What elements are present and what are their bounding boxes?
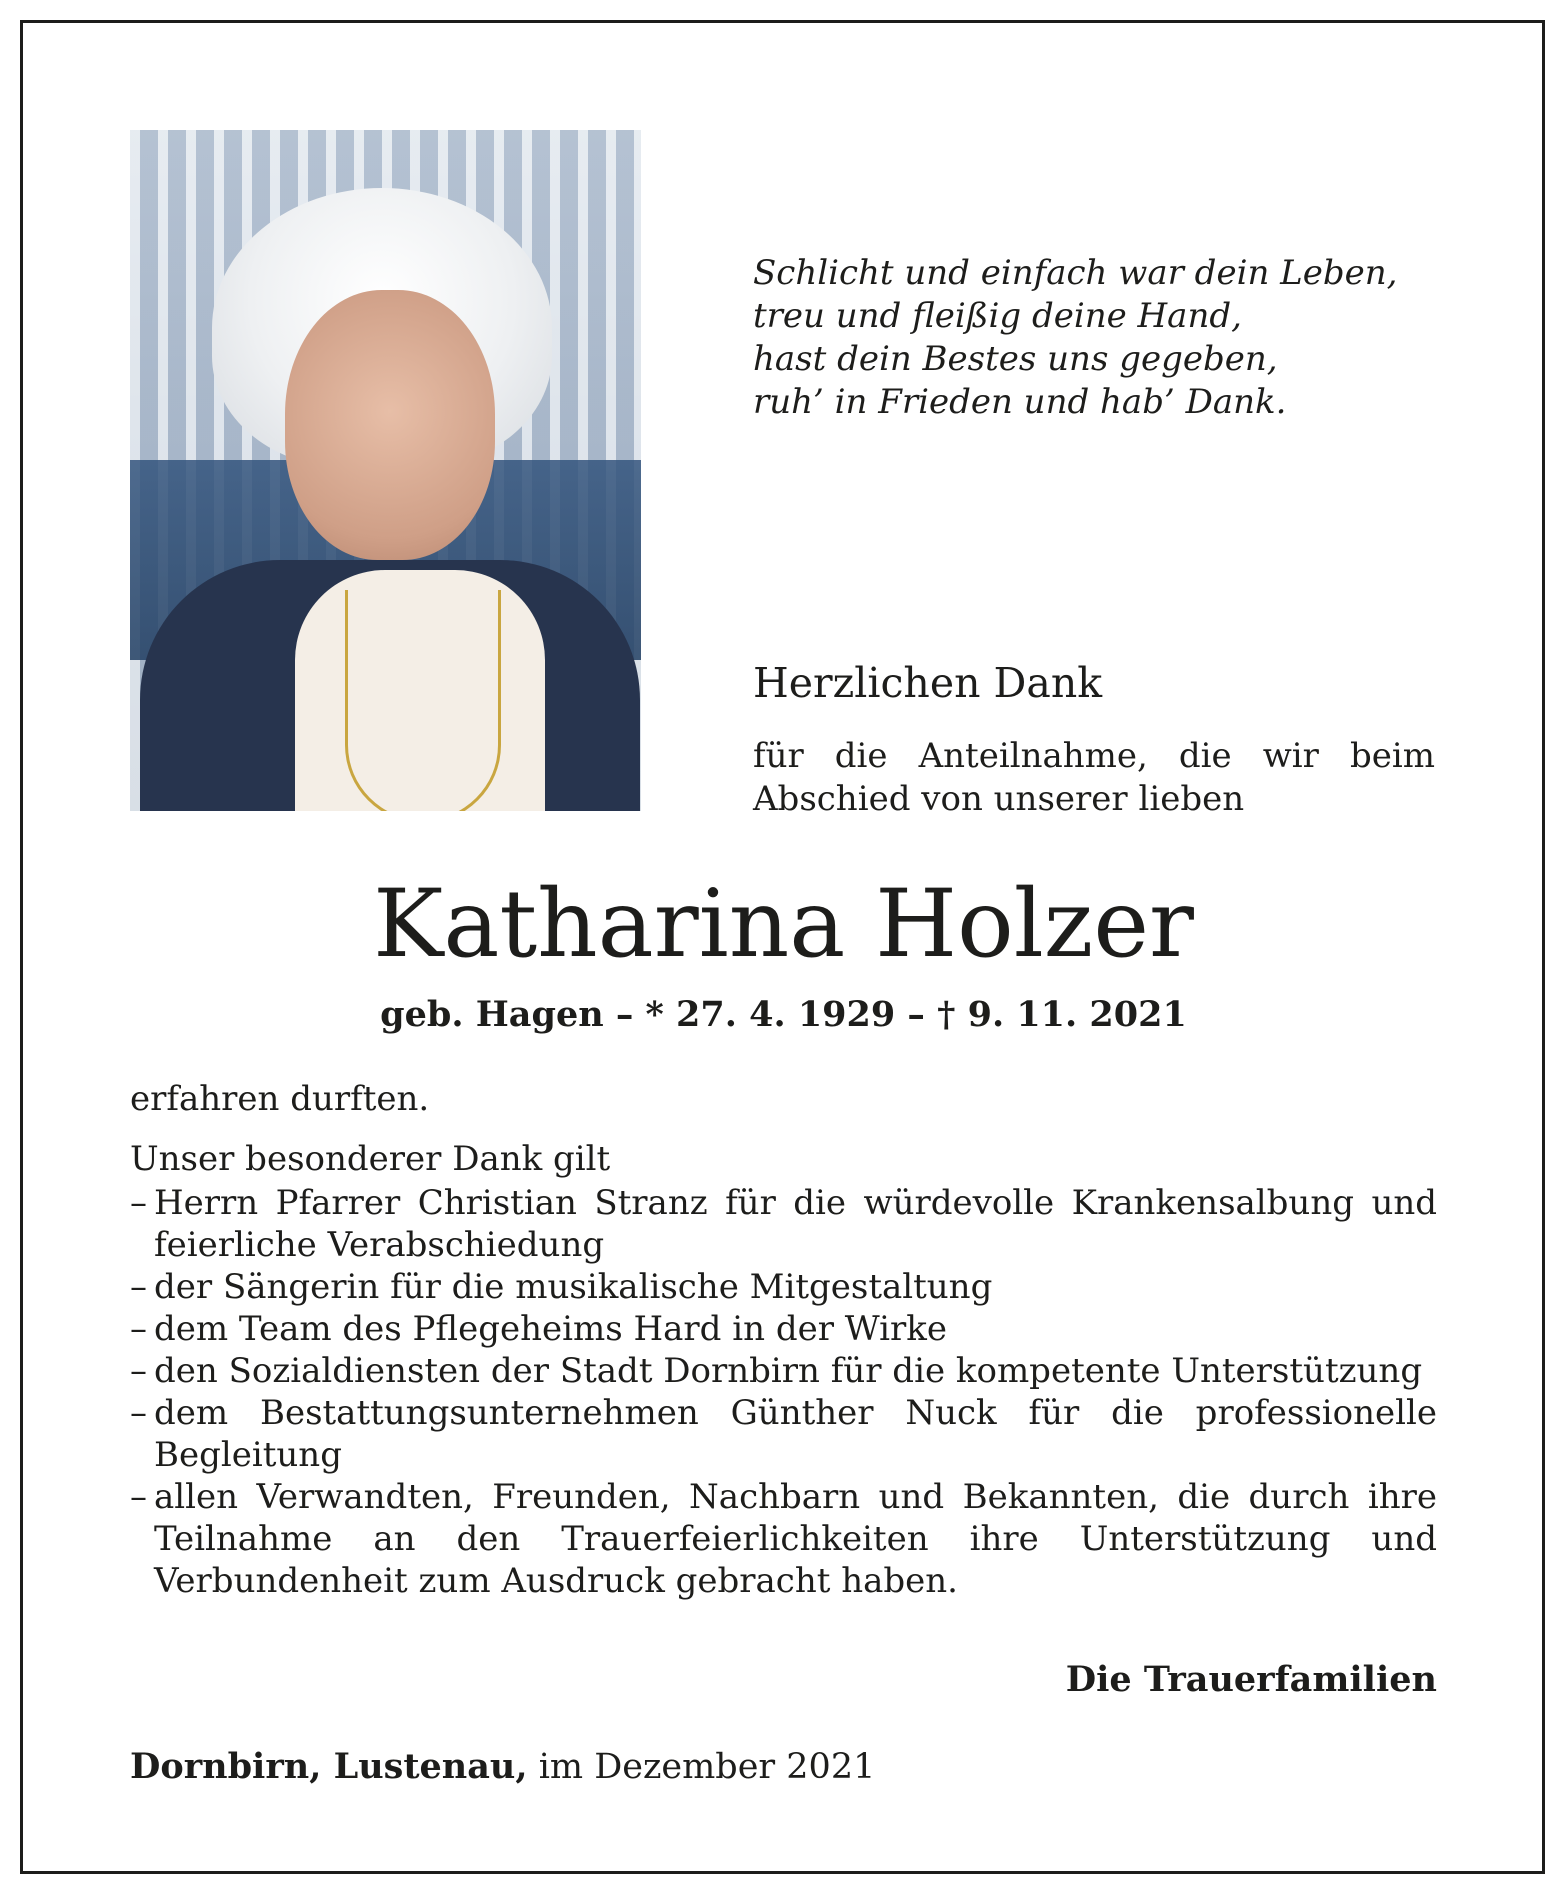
list-item-text: dem Bestattungsunternehmen Günther Nuck für die professionelle Begleitung <box>154 1393 1437 1475</box>
list-item <box>130 1182 1437 1266</box>
special-thanks-heading: Unser besonderer Dank gilt <box>130 1139 611 1179</box>
list-item <box>130 1476 1437 1602</box>
deceased-dates: geb. Hagen – * 27. 4. 1929 – † 9. 11. 2021 <box>380 994 1187 1035</box>
thanks-line: für die Anteilnahme, die wir beim <box>753 736 1435 776</box>
list-item-text: den Sozialdiensten der Stadt Dornbirn für die kompetente Unterstützung <box>154 1351 1423 1391</box>
intro-text: erfahren durften. <box>130 1079 430 1119</box>
place-date-text: im Dezember 2021 <box>527 1747 876 1787</box>
poem-line: hast dein Bestes uns gegeben, <box>753 339 1278 379</box>
list-dash: – <box>130 1309 147 1349</box>
list-dash: – <box>130 1477 147 1517</box>
list-dash: – <box>130 1183 147 1223</box>
poem <box>753 252 1453 424</box>
poem-line: treu und fleißig deine Hand, <box>753 296 1242 336</box>
list-item <box>130 1266 1437 1308</box>
portrait-photo <box>130 130 641 811</box>
signature: Die Trauerfamilien <box>1065 1659 1437 1700</box>
list-item-text: der Sängerin für die musikalische Mitgestaltung <box>154 1267 993 1307</box>
list-item <box>130 1308 1437 1350</box>
list-item <box>130 1350 1437 1392</box>
thanks-body <box>130 1078 1437 1602</box>
list-item <box>130 1392 1437 1476</box>
list-item-text: allen Verwandten, Freunden, Nachbarn und Bekannten, die durch ihre Teilnahme an den Trauerfeierlichkeiten ihre Unterstützung und Verbundenheit zum Ausdruck gebracht haben. <box>154 1477 1437 1601</box>
thanks-line: Abschied von unserer lieben <box>753 779 1245 819</box>
list-dash: – <box>130 1267 147 1307</box>
thanks-list <box>130 1182 1437 1602</box>
place-towns: Dornbirn, Lustenau, <box>130 1746 528 1787</box>
deceased-name: Katharina Holzer <box>373 870 1194 979</box>
poem-line: ruh’ in Frieden und hab’ Dank. <box>753 382 1287 422</box>
poem-line: Schlicht und einfach war dein Leben, <box>753 253 1398 293</box>
list-dash: – <box>130 1351 147 1391</box>
list-item-text: dem Team des Pflegeheims Hard in der Wirke <box>154 1309 947 1349</box>
thanks-text <box>753 735 1435 821</box>
list-dash: – <box>130 1393 147 1433</box>
list-item-text: Herrn Pfarrer Christian Stranz für die würdevolle Krankensalbung und feierliche Verabschiedung <box>154 1183 1437 1265</box>
place-date <box>130 1745 875 1789</box>
thanks-title: Herzlichen Dank <box>753 659 1103 707</box>
